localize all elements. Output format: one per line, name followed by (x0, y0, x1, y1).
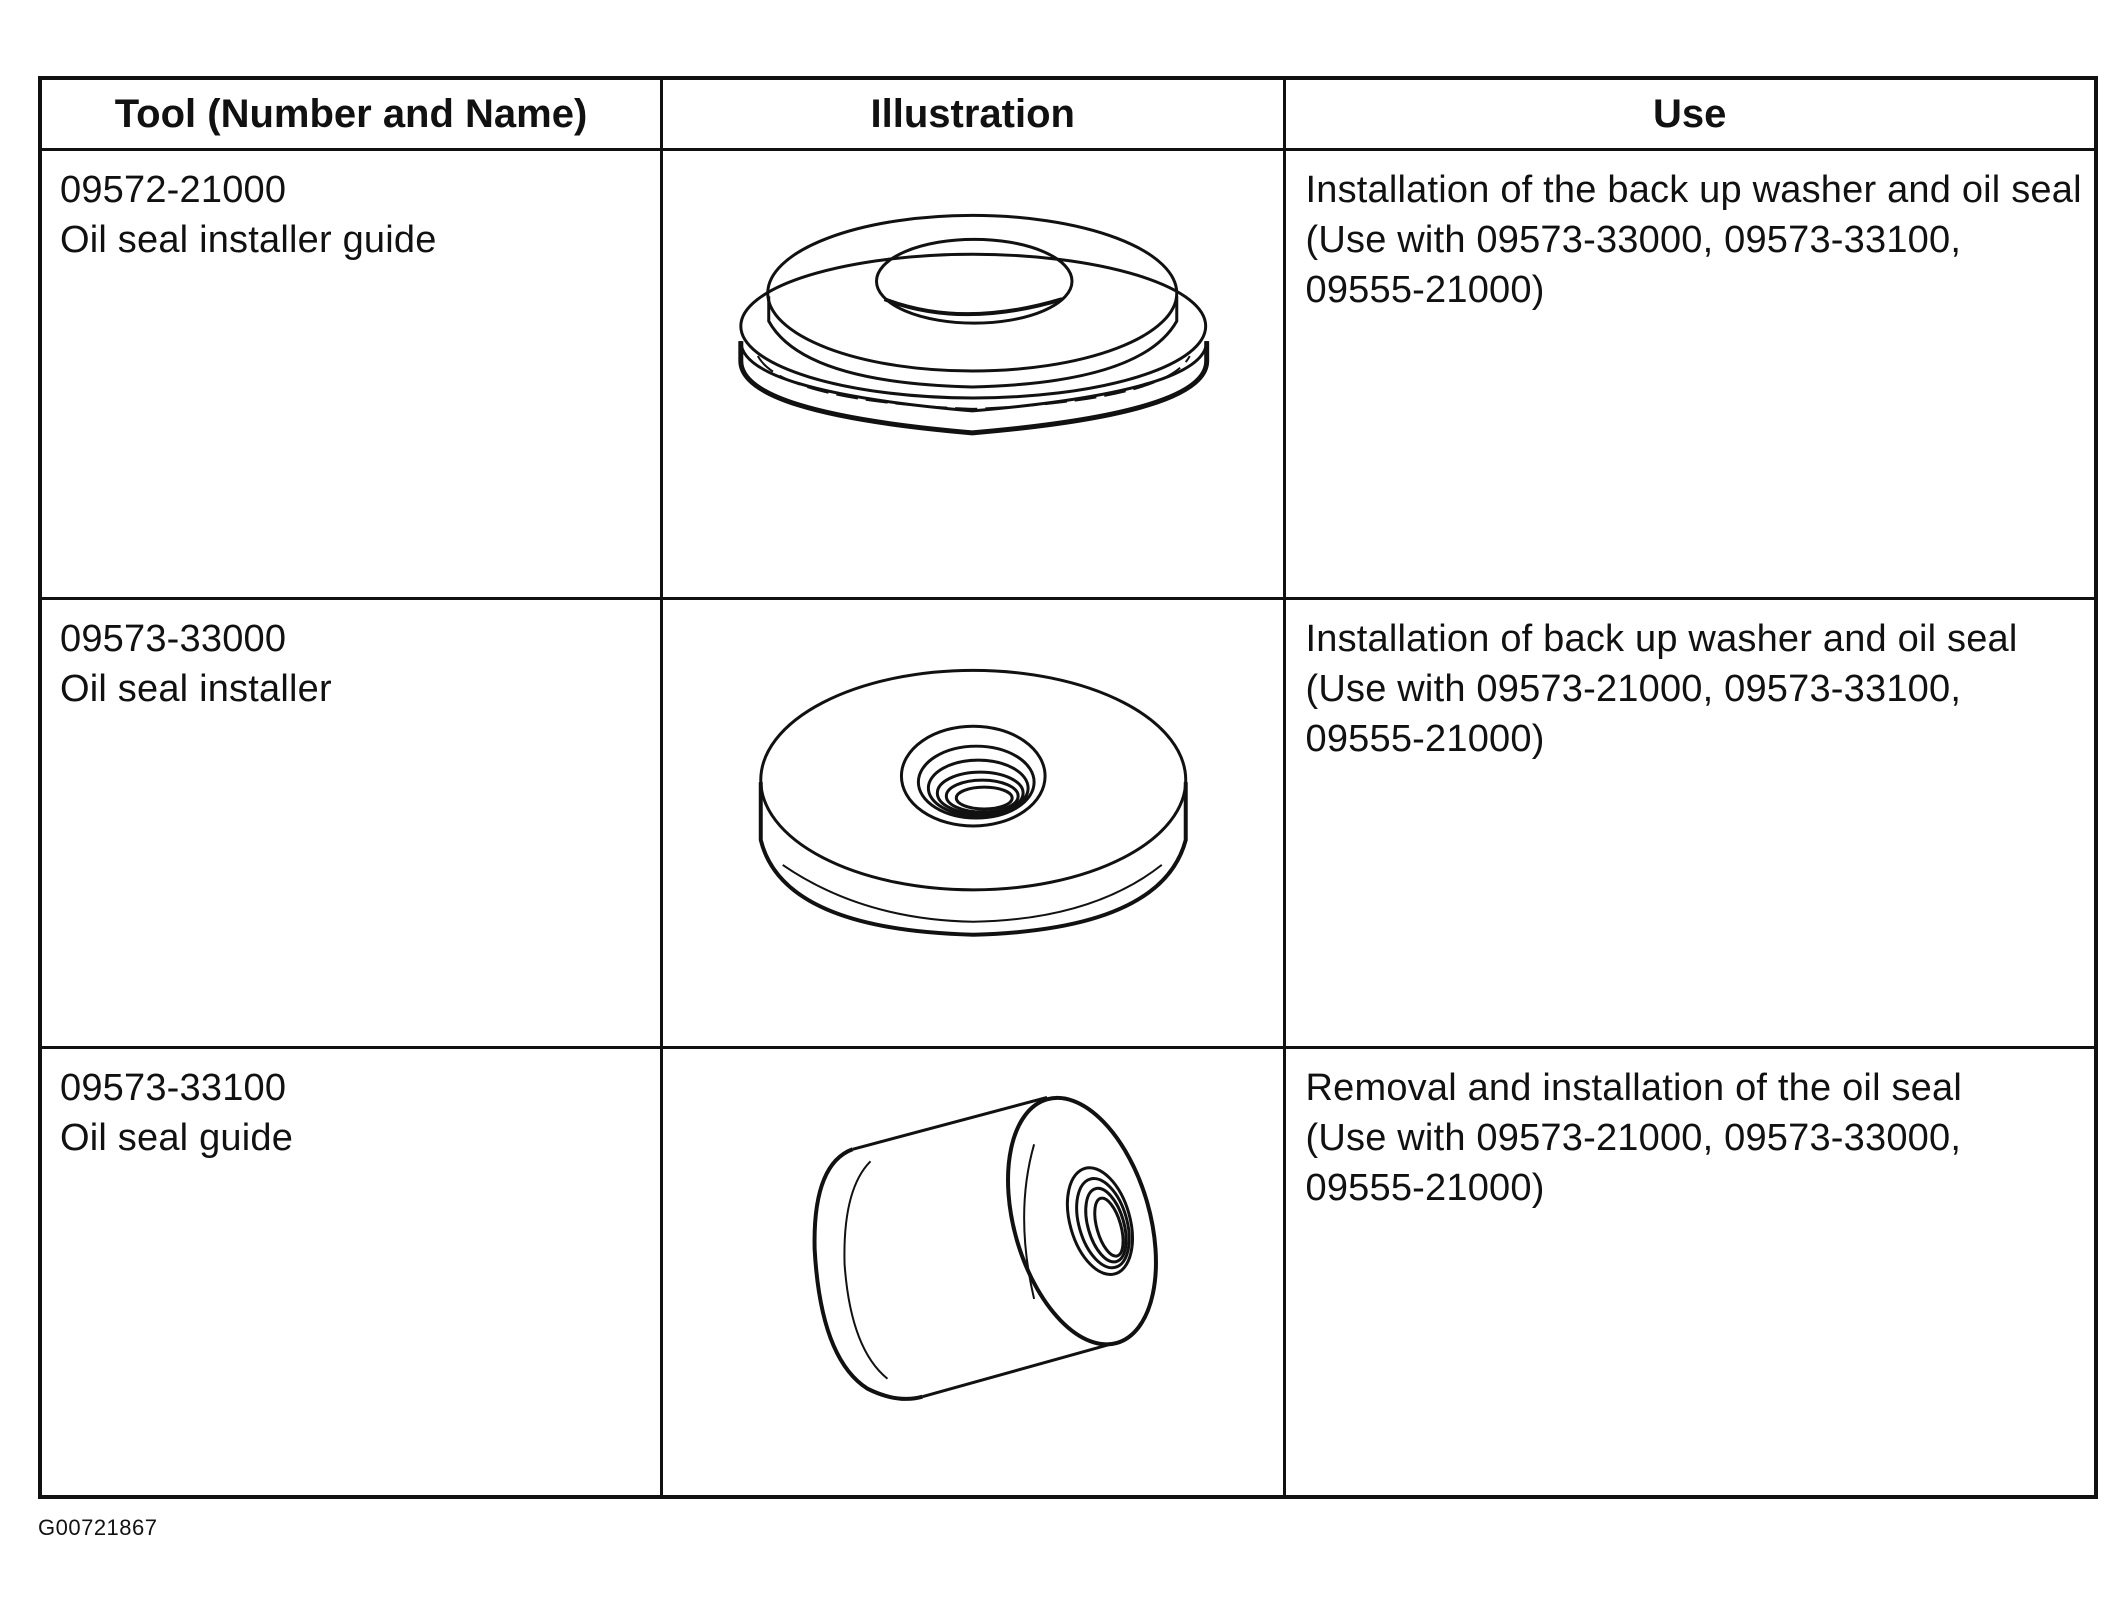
figure-id: G00721867 (38, 1515, 158, 1540)
use-line: (Use with 09573-21000, 09573-33100, (1305, 668, 1962, 710)
illustration-cell (662, 599, 1285, 1048)
tool-number: 09573-33000 (60, 618, 287, 660)
header-use: Use (1284, 78, 2096, 150)
use-cell (1284, 1048, 2096, 1498)
tool-name: Oil seal installer (60, 668, 332, 710)
use-line: Installation of back up washer and oil seal (1305, 618, 2018, 660)
use-cell (1284, 599, 2096, 1048)
use-line: (Use with 09573-33000, 09573-33100, (1305, 219, 1962, 261)
oil-seal-guide-illustration (663, 1049, 1283, 1495)
illustration-cell (662, 150, 1285, 599)
use-line: Installation of the back up washer and oil seal (1305, 169, 2082, 211)
header-tool: Tool (Number and Name) (40, 78, 662, 150)
use-line: (Use with 09573-21000, 09573-33000, (1305, 1117, 1962, 1159)
tool-cell (40, 1048, 662, 1498)
use-cell (1284, 150, 2096, 599)
table-header-row (40, 78, 2096, 150)
table-row (40, 599, 2096, 1048)
tool-number: 09573-33100 (60, 1067, 287, 1109)
special-tools-table (38, 76, 2098, 1499)
use-line: 09555-21000) (1305, 269, 1545, 311)
use-line: 09555-21000) (1305, 718, 1545, 760)
header-illustration: Illustration (662, 78, 1285, 150)
illustration-cell (662, 1048, 1285, 1498)
tool-name: Oil seal installer guide (60, 219, 437, 261)
tool-name: Oil seal guide (60, 1117, 294, 1159)
installer-guide-illustration (663, 151, 1283, 597)
tool-cell (40, 150, 662, 599)
use-line: 09555-21000) (1305, 1167, 1545, 1209)
tool-number: 09572-21000 (60, 169, 287, 211)
table-row (40, 1048, 2096, 1498)
tool-cell (40, 599, 662, 1048)
table-row (40, 150, 2096, 599)
oil-seal-installer-illustration (663, 600, 1283, 1046)
use-line: Removal and installation of the oil seal (1305, 1067, 1962, 1109)
